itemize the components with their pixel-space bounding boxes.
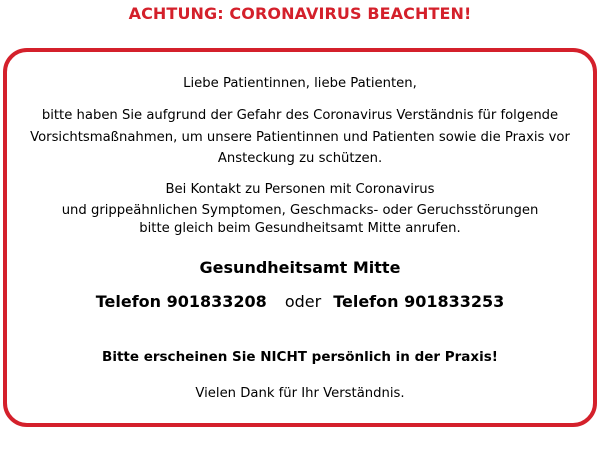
- paragraph2-line3: bitte gleich beim Gesundheitsamt Mitte anrufen.: [139, 221, 461, 236]
- phone-row: [0, 292, 600, 312]
- phone-separator: oder: [284, 292, 322, 311]
- phone-number-2: Telefon 901833253: [333, 292, 505, 311]
- notice-box: [3, 48, 597, 427]
- paragraph2-line1: Bei Kontakt zu Personen mit Coronavirus: [165, 182, 435, 197]
- paragraph2-line2: und grippeähnlichen Symptomen, Geschmacks- oder Geruchsstörungen: [61, 203, 539, 218]
- phone-number-1: Telefon 901833208: [95, 292, 267, 311]
- warning-text: Bitte erscheinen Sie NICHT persönlich in der Praxis!: [102, 349, 498, 365]
- office-name: Gesundheitsamt Mitte: [199, 258, 401, 277]
- paragraph1-line2: Vorsichtsmaßnahmen, um unsere Patientinnen und Patienten sowie die Praxis vor: [30, 130, 570, 145]
- greeting: Liebe Patientinnen, liebe Patienten,: [183, 76, 417, 91]
- headline: ACHTUNG: CORONAVIRUS BEACHTEN!: [128, 4, 472, 23]
- paragraph1-line3: Ansteckung zu schützen.: [217, 151, 383, 166]
- paragraph1-line1: bitte haben Sie aufgrund der Gefahr des Coronavirus Verständnis für folgende: [41, 108, 559, 123]
- thanks-text: Vielen Dank für Ihr Verständnis.: [195, 386, 405, 401]
